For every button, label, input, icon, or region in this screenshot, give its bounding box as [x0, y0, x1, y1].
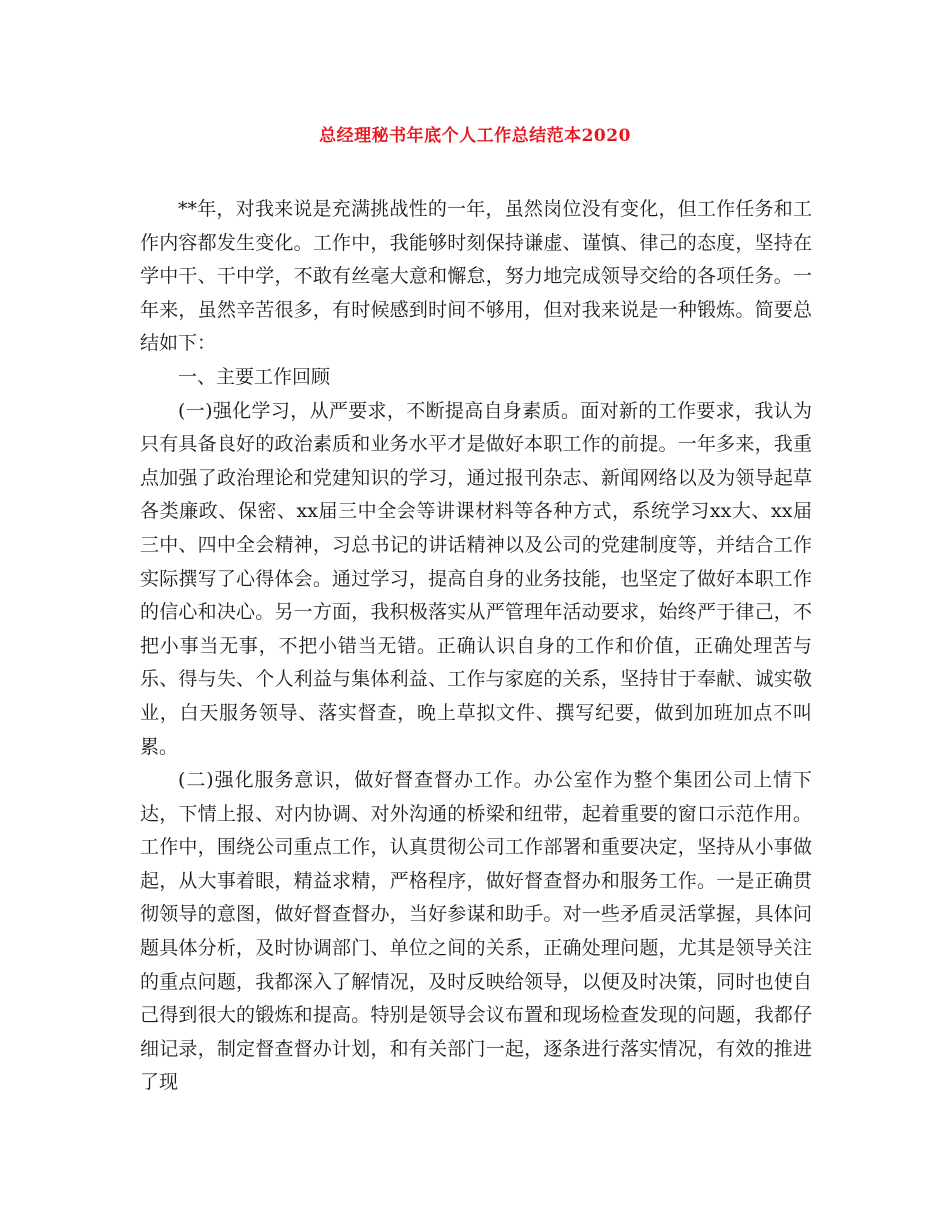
- document-body: [140, 193, 812, 1100]
- document-title: 总经理秘书年底个人工作总结范本2020: [319, 126, 631, 146]
- section-heading: 一、主要工作回顾: [178, 365, 331, 388]
- paragraph-service: (二)强化服务意识，做好督查督办工作。办公室作为整个集团公司上情下达，下情上报、对内协调、对外沟通的桥梁和纽带，起着重要的窗口示范作用。工作中，围绕公司重点工作，认真贯彻公司工作部署和重要决定，坚持从小事做起，从大事着眼，精益求精，严格程序，做好督查督办和服务工作。一是正确贯彻领导的意图，做好督查督办，当好参谋和助手。对一些矛盾灵活掌握，具体问题具体分析，及时协调部门、单位之间的关系，正确处理问题，尤其是领导关注的重点问题，我都深入了解情况，及时反映给领导，以便及时决策，同时也使自己得到很大的锻炼和提高。特别是领导会议布置和现场检查发现的问题，我都仔细记录，制定督查督办计划，和有关部门一起，逐条进行落实情况，有效的推进了现: [140, 769, 812, 1094]
- paragraph-study: (一)强化学习，从严要求，不断提高自身素质。面对新的工作要求，我认为只有具备良好的政治素质和业务水平才是做好本职工作的前提。一年多来，我重点加强了政治理论和党建知识的学习，通过报刊杂志、新闻网络以及为领导起草各类廉政、保密、xx届三中全会等讲课材料等各种方式，系统学习xx大、xx届三中、四中全会精神，习总书记的讲话精神以及公司的党建制度等，并结合工作实际撰写了心得体会。通过学习，提高自身的业务技能，也坚定了做好本职工作的信心和决心。另一方面，我积极落实从严管理年活动要求，始终严于律己，不把小事当无事，不把小错当无错。正确认识自身的工作和价值，正确处理苦与乐、得与失、个人利益与集体利益、工作与家庭的关系，坚持甘于奉献、诚实敬业，白天服务领导、落实督查，晚上草拟文件、撰写纪要，做到加班加点不叫累。: [140, 399, 812, 758]
- paragraph-intro: **年，对我来说是充满挑战性的一年，虽然岗位没有变化，但工作任务和工作内容都发生变化。工作中，我能够时刻保持谦虚、谨慎、律己的态度，坚持在学中干、干中学，不敢有丝毫大意和懈怠，努力地完成领导交给的各项任务。一年来，虽然辛苦很多，有时候感到时间不够用，但对我来说是一种锻炼。简要总结如下：: [140, 198, 812, 355]
